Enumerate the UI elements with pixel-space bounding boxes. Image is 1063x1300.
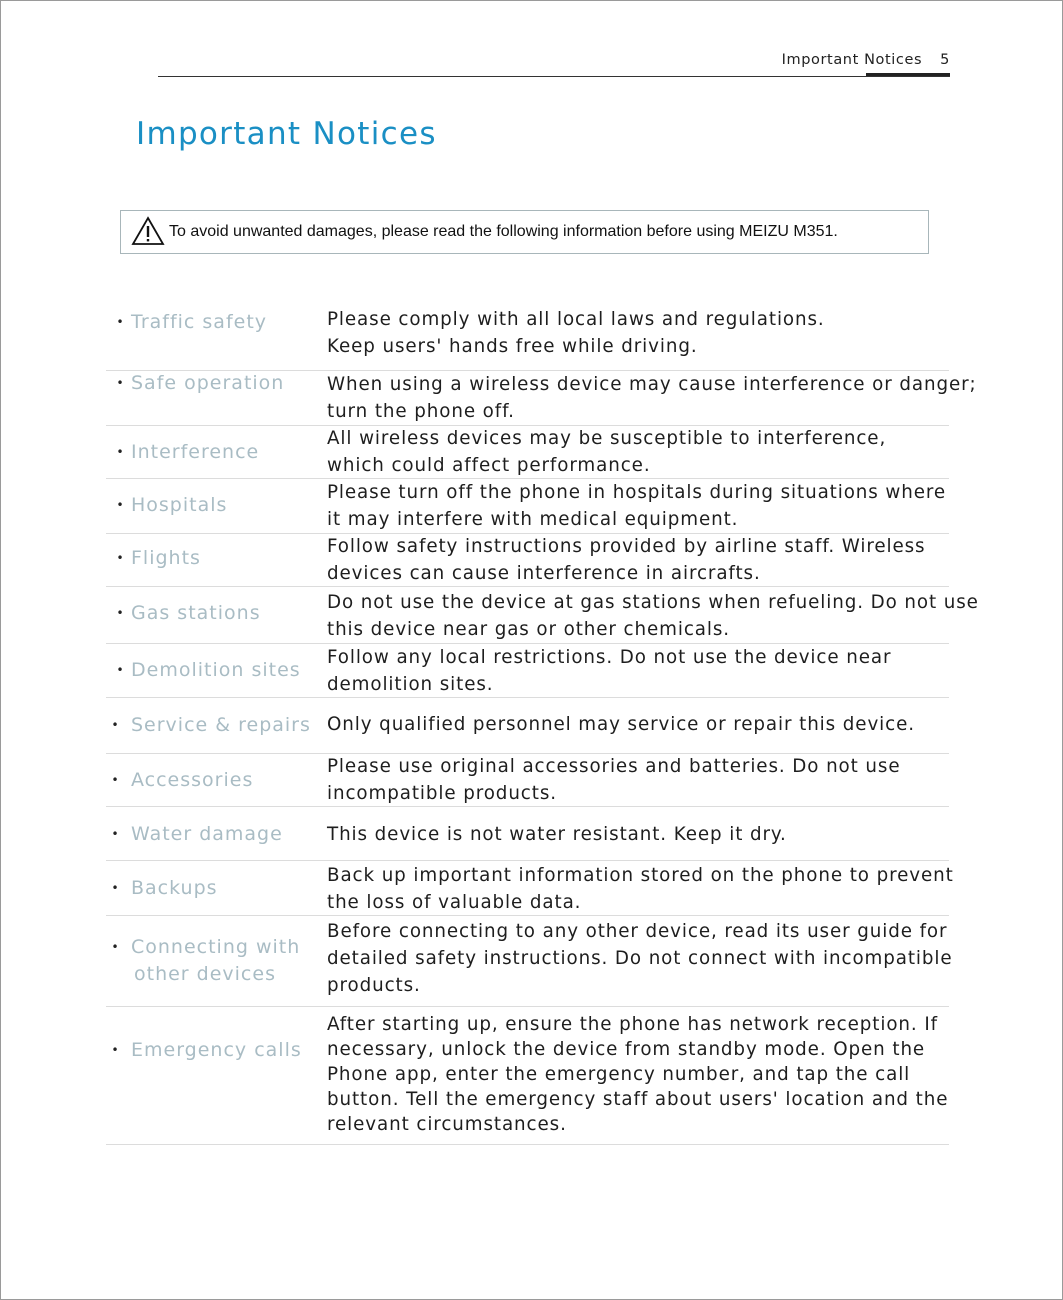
notice-label-line: Gas stations [131, 602, 261, 624]
bullet-icon: • [111, 1043, 119, 1057]
notice-label-line: Accessories [131, 769, 254, 791]
bullet-icon: • [116, 315, 124, 329]
notice-description-line: incompatible products. [327, 783, 557, 804]
header-section-title: Important Notices [781, 52, 923, 68]
bullet-icon: • [111, 827, 119, 841]
notice-label-line: Water damage [131, 823, 283, 845]
notice-label [131, 370, 316, 397]
notice-row-hospitals [106, 478, 949, 534]
notice-description-line: Keep users' hands free while driving. [327, 336, 698, 357]
notice-row-demolition-sites [106, 643, 949, 698]
notice-label-line: Interference [131, 441, 260, 463]
notice-row-backups [106, 860, 954, 916]
notice-description-line: Follow safety instructions provided by airline staff. Wireless [327, 536, 926, 557]
notice-description-line: Before connecting to any other device, read its user guide for [327, 921, 948, 942]
notice-description-line: After starting up, ensure the phone has network reception. If [327, 1014, 938, 1035]
warning-text: To avoid unwanted damages, please read the following information before using MEIZU M351. [169, 223, 838, 240]
notice-label-line: Service & repairs [131, 714, 311, 736]
notice-description-line: Please use original accessories and batteries. Do not use [327, 756, 901, 777]
notice-row-emergency-calls [106, 1006, 949, 1145]
notice-description [327, 425, 955, 479]
notice-description-line: relevant circumstances. [327, 1114, 567, 1135]
notice-description-line: button. Tell the emergency staff about users' location and the [327, 1089, 949, 1110]
notice-row-traffic-safety [106, 305, 949, 371]
notice-row-accessories [106, 753, 949, 807]
notice-label [131, 492, 316, 519]
notice-description-line: necessary, unlock the device from standby mode. Open the [327, 1039, 926, 1060]
notice-label-line: Hospitals [131, 494, 228, 516]
bullet-icon: • [116, 551, 124, 565]
notice-description [327, 753, 955, 807]
notice-description [327, 371, 977, 425]
notice-row-connecting-with-other-devices [106, 915, 953, 1007]
bullet-icon: • [111, 881, 119, 895]
notice-description-line: This device is not water resistant. Keep it dry. [327, 824, 787, 845]
notice-description [327, 918, 955, 999]
notice-description-line: Follow any local restrictions. Do not use the device near [327, 647, 892, 668]
notice-description-line: Please turn off the phone in hospitals during situations where [327, 482, 947, 503]
notice-row-water-damage [106, 806, 949, 861]
notice-description-line: Please comply with all local laws and regulations. [327, 309, 825, 330]
notice-description [327, 306, 955, 360]
notice-label-line: Backups [131, 877, 218, 899]
notice-label [131, 657, 316, 684]
notice-label [131, 600, 316, 627]
bullet-icon: • [116, 445, 124, 459]
notice-row-flights [106, 533, 949, 587]
notice-label-line: Connecting with [131, 936, 301, 958]
bullet-icon: • [116, 663, 124, 677]
notice-row-interference [106, 425, 949, 479]
notice-label [131, 545, 316, 572]
notice-label [131, 875, 316, 902]
notice-description-line: products. [327, 975, 421, 996]
notice-description [327, 644, 955, 698]
notice-label [131, 1037, 316, 1064]
bullet-icon: • [111, 940, 119, 954]
notice-label [131, 309, 316, 336]
notice-label-line: Safe operation [131, 372, 285, 394]
notice-description-line: When using a wireless device may cause interference or danger; [327, 374, 977, 395]
notice-label-line: Demolition sites [131, 659, 301, 681]
notice-description-line: demolition sites. [327, 674, 494, 695]
notice-description [327, 821, 955, 848]
notice-row-gas-stations [106, 586, 979, 644]
notice-description-line: Do not use the device at gas stations when refueling. Do not use [327, 592, 979, 613]
notice-label [131, 439, 316, 466]
notice-description-line: it may interfere with medical equipment. [327, 509, 739, 530]
notice-description-line: Back up important information stored on the phone to prevent [327, 865, 954, 886]
notice-row-service-and-repairs [106, 697, 949, 754]
notice-description-line: the loss of valuable data. [327, 892, 582, 913]
notice-label [131, 712, 316, 739]
bullet-icon: • [116, 376, 124, 390]
bullet-icon: • [116, 606, 124, 620]
bullet-icon: • [116, 498, 124, 512]
notice-description-line: Only qualified personnel may service or repair this device. [327, 714, 915, 735]
notice-description-line: which could affect performance. [327, 455, 651, 476]
notice-description-line: this device near gas or other chemicals. [327, 619, 730, 640]
notice-description [327, 711, 955, 738]
bullet-icon: • [111, 773, 119, 787]
notice-label [131, 934, 316, 988]
bullet-icon: • [111, 718, 119, 732]
notice-label [131, 821, 316, 848]
notice-label-line: other devices [134, 963, 276, 985]
notice-description [327, 1012, 955, 1137]
page-title: Important Notices [136, 116, 437, 152]
notice-row-safe-operation [106, 370, 977, 426]
notice-description [327, 533, 955, 587]
notice-description [327, 862, 955, 916]
notice-description [327, 589, 979, 643]
notice-label-line: Flights [131, 547, 201, 569]
notice-label-line: Emergency calls [131, 1039, 302, 1061]
page-number: 5 [940, 52, 950, 68]
notice-description [327, 479, 955, 533]
notice-label [131, 767, 316, 794]
notice-description-line: detailed safety instructions. Do not connect with incompatible [327, 948, 953, 969]
notice-description-line: turn the phone off. [327, 401, 515, 422]
notice-description-line: Phone app, enter the emergency number, and tap the call [327, 1064, 911, 1085]
notice-description-line: All wireless devices may be susceptible to interference, [327, 428, 887, 449]
notice-label-line: Traffic safety [131, 311, 268, 333]
notice-description-line: devices can cause interference in aircrafts. [327, 563, 761, 584]
